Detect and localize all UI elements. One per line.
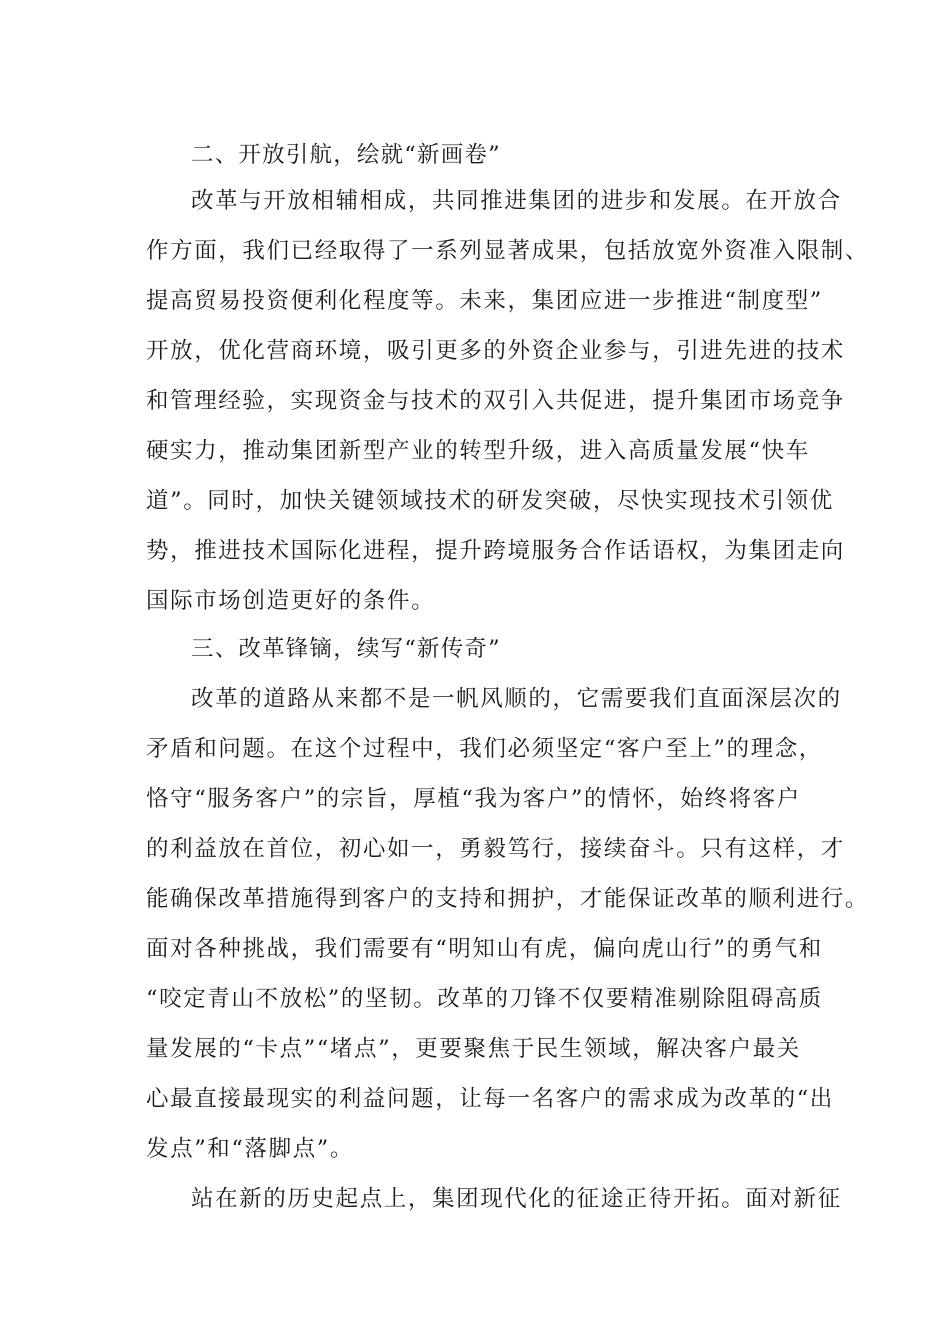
paragraph-line: 开放，优化营商环境，吸引更多的外资企业参与，引进先进的技术 <box>146 338 845 364</box>
paragraph-line: 心最直接最现实的利益问题，让每一名客户的需求成为改革的“出 <box>146 1086 834 1112</box>
section-heading-2: 二、开放引航，绘就“新画卷” <box>191 142 501 168</box>
paragraph-line: 作方面，我们已经取得了一系列显著成果，包括放宽外资准入限制、 <box>146 238 870 264</box>
paragraph-line: 量发展的“卡点”“堵点”，更要聚焦于民生领域，解决客户最关 <box>146 1036 801 1062</box>
paragraph-line: 矛盾和问题。在这个过程中，我们必须坚定“客户至上”的理念， <box>146 736 823 762</box>
paragraph-line: 改革与开放相辅相成，共同推进集团的进步和发展。在开放合 <box>191 188 842 214</box>
paragraph-line: 的利益放在首位，初心如一，勇毅笃行，接续奋斗。只有这样，才 <box>146 836 845 862</box>
paragraph-line: 国际市场创造更好的条件。 <box>146 588 436 614</box>
paragraph-line: 和管理经验，实现资金与技术的双引入共促进，提升集团市场竞争 <box>146 388 845 414</box>
paragraph-line: 改革的道路从来都不是一帆风顺的，它需要我们直面深层次的 <box>191 686 842 712</box>
paragraph-line: 势，推进技术国际化进程，提升跨境服务合作话语权，为集团走向 <box>146 538 845 564</box>
paragraph-line: 提高贸易投资便利化程度等。未来，集团应进一步推进“制度型” <box>146 288 823 314</box>
paragraph-line: 硬实力，推动集团新型产业的转型升级，进入高质量发展“快车 <box>146 438 810 464</box>
paragraph-line: “咬定青山不放松”的坚韧。改革的刀锋不仅要精准剔除阻碍高质 <box>146 986 823 1012</box>
section-heading-3: 三、改革锋镝，续写“新传奇” <box>191 636 501 662</box>
paragraph-line: 发点”和“落脚点”。 <box>146 1136 355 1162</box>
paragraph-line: 面对各种挑战，我们需要有“明知山有虎，偏向虎山行”的勇气和 <box>146 936 823 962</box>
paragraph-line: 恪守“服务客户”的宗旨，厚植“我为客户”的情怀，始终将客户 <box>146 786 801 812</box>
paragraph-line: 道”。同时，加快关键领域技术的研发突破，尽快实现技术引领优 <box>146 488 834 514</box>
paragraph-line: 能确保改革措施得到客户的支持和拥护，才能保证改革的顺利进行。 <box>146 886 870 912</box>
paragraph-line: 站在新的历史起点上，集团现代化的征途正待开拓。面对新征 <box>191 1186 842 1212</box>
